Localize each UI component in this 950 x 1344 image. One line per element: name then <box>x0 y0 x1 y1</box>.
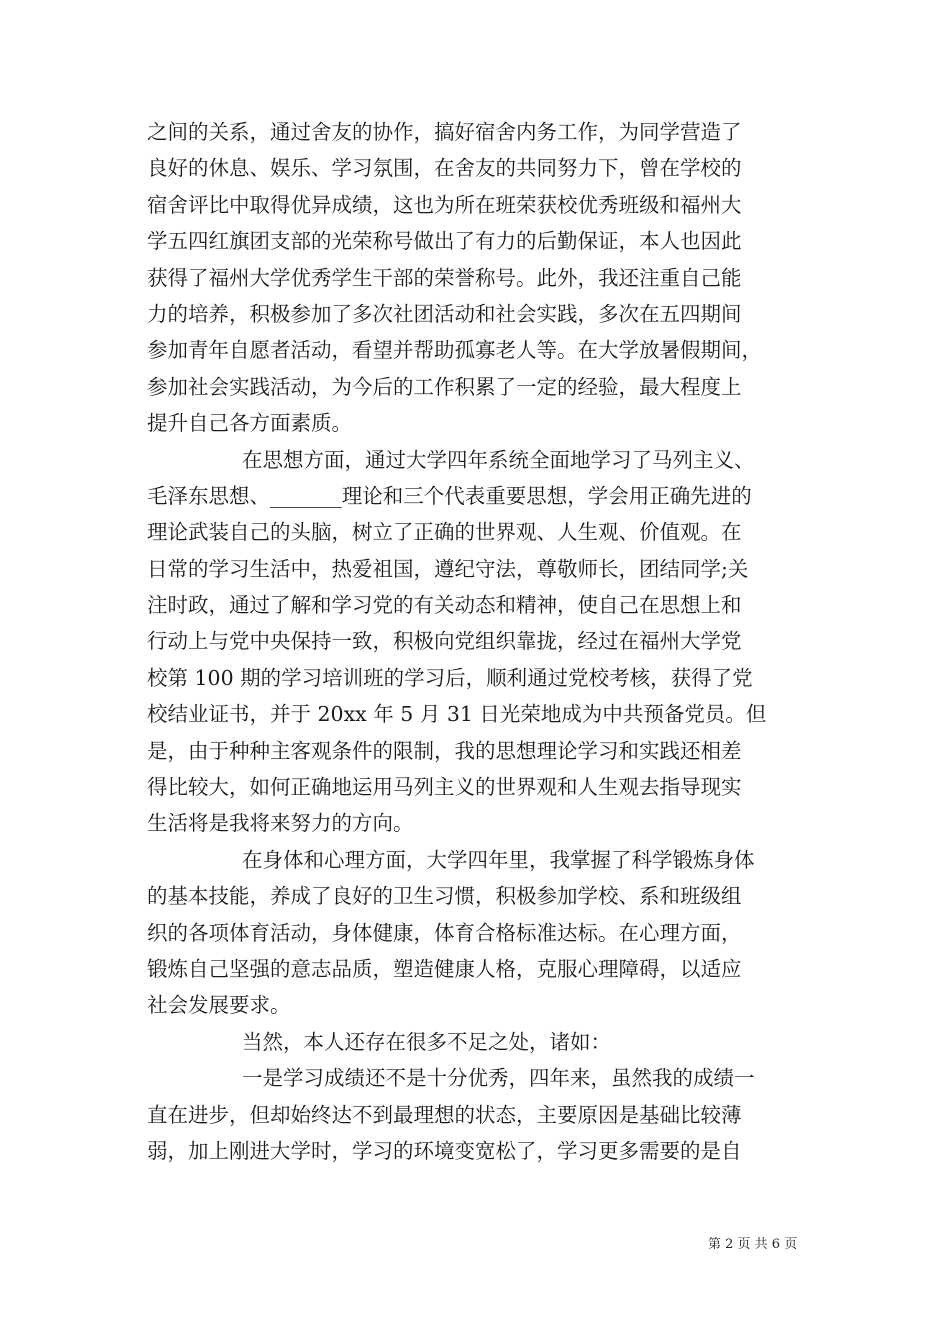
text-line: 行动上与党中央保持一致，积极向党组织靠拢，经过在福州大学党 <box>147 629 742 654</box>
text-line: 获得了福州大学优秀学生干部的荣誉称号。此外，我还注重自己能 <box>147 265 742 290</box>
text-line: 注时政，通过了解和学习党的有关动态和精神，使自己在思想上和 <box>147 593 742 618</box>
text-line: 社会发展要求。 <box>147 993 291 1018</box>
paragraph-start-line: 一是学习成绩还不是十分优秀，四年来，虽然我的成绩一 <box>242 1066 755 1091</box>
paragraph-start-line: 在身体和心理方面，大学四年里，我掌握了科学锻炼身体 <box>242 847 755 872</box>
text-line: 力的培养，积极参加了多次社团活动和社会实践，多次在五四期间 <box>147 301 742 326</box>
text-line: 良好的休息、娱乐、学习氛围，在舍友的共同努力下，曾在学校的 <box>147 156 742 181</box>
document-body <box>147 114 807 1169</box>
text-line: 参加社会实践活动，为今后的工作积累了一定的经验，最大程度上 <box>147 374 742 399</box>
text-line: 是，由于种种主客观条件的限制，我的思想理论学习和实践还相差 <box>147 738 742 763</box>
text-line: 宿舍评比中取得优异成绩，这也为所在班荣获校优秀班级和福州大 <box>147 192 742 217</box>
text-line: 的基本技能，养成了良好的卫生习惯，积极参加学校、系和班级组 <box>147 884 742 909</box>
text-line: 锻炼自己坚强的意志品质，塑造健康人格，克服心理障碍，以适应 <box>147 956 742 981</box>
text-line: 直在进步，但却始终达不到最理想的状态，主要原因是基础比较薄 <box>147 1102 742 1127</box>
paragraph-start-line: 在思想方面，通过大学四年系统全面地学习了马列主义、 <box>242 447 755 472</box>
text-line: 得比较大，如何正确地运用马列主义的世界观和人生观去指导现实 <box>147 775 742 800</box>
page-number-footer: 第 2 页 共 6 页 <box>708 1237 798 1252</box>
text-line: 提升自己各方面素质。 <box>147 411 352 436</box>
text-line: 校结业证书，并于 20xx 年 5 月 31 日光荣地成为中共预备党员。但 <box>147 702 767 727</box>
paragraph-start-line: 当然，本人还存在很多不足之处，诸如： <box>242 1029 611 1054</box>
text-line: 参加青年自愿者活动，看望并帮助孤寡老人等。在大学放暑假期间， <box>147 338 762 363</box>
text-line: 校第 100 期的学习培训班的学习后，顺利通过党校考核，获得了党 <box>147 665 753 690</box>
text-line: 学五四红旗团支部的光荣称号做出了有力的后勤保证，本人也因此 <box>147 229 742 254</box>
text-line: 毛泽东思想、_______理论和三个代表重要思想，学会用正确先进的 <box>147 483 752 508</box>
text-line: 日常的学习生活中，热爱祖国，遵纪守法，尊敬师长，团结同学;关 <box>147 556 749 581</box>
text-line: 弱，加上刚进大学时，学习的环境变宽松了，学习更多需要的是自 <box>147 1138 742 1163</box>
text-line: 之间的关系，通过舍友的协作，搞好宿舍内务工作，为同学营造了 <box>147 120 742 144</box>
text-line: 理论武装自己的头脑，树立了正确的世界观、人生观、价值观。在 <box>147 520 742 545</box>
text-line: 织的各项体育活动，身体健康，体育合格标准达标。在心理方面， <box>147 920 742 945</box>
text-line: 生活将是我将来努力的方向。 <box>147 811 414 836</box>
